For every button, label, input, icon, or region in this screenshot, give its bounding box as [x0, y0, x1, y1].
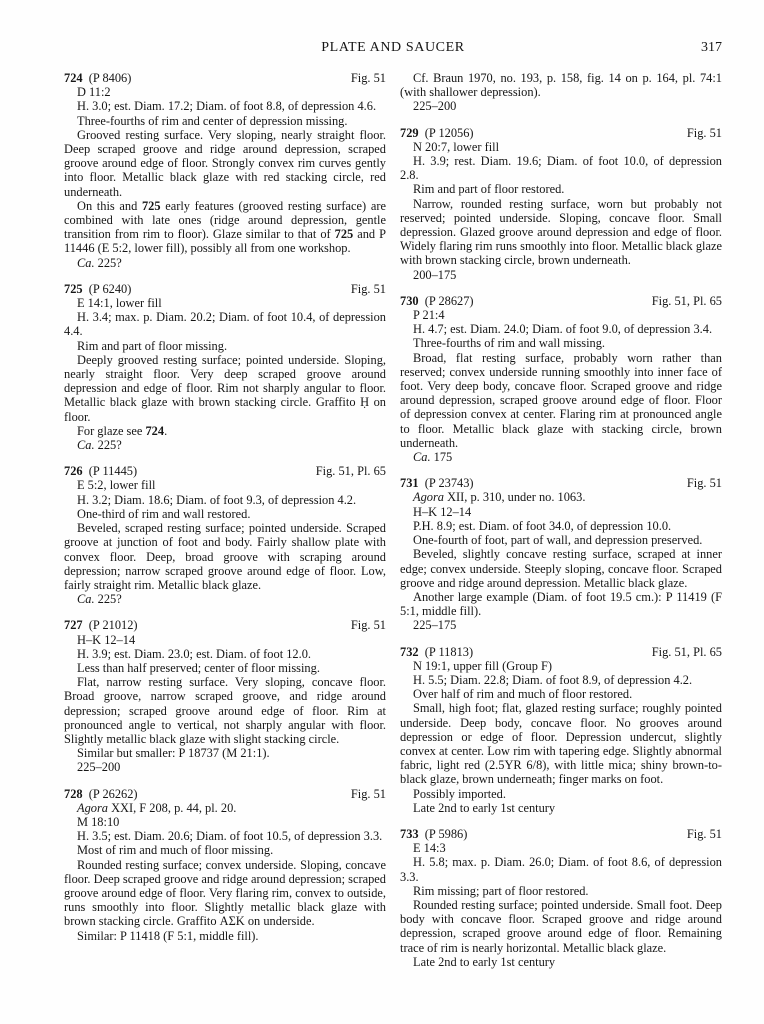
text-segment: N 19:1, upper fill (Group F)	[413, 658, 553, 673]
entry-number: 732	[400, 644, 419, 659]
entry-heading	[400, 645, 722, 659]
entry-paragraph	[64, 85, 386, 99]
inventory-number: (P 8406)	[82, 71, 132, 85]
text-segment: Similar but smaller: P 18737 (M 21:1).	[77, 746, 270, 761]
text-segment: Grooved resting surface. Very sloping, nearly straight floor. Deep scraped groove and ridge around depression, scraped groove around edge of floor. Strongly convex rim curves gently into floor. Metallic black glaze with red stacking circle, red underneath.	[64, 127, 386, 199]
italic-text: Ca.	[413, 450, 431, 465]
entry-paragraph	[64, 675, 386, 746]
entry-paragraph	[400, 308, 722, 322]
entry-id	[64, 464, 137, 478]
italic-text: Ca.	[77, 592, 95, 607]
entry-heading	[400, 126, 722, 140]
entry-paragraph	[64, 929, 386, 943]
text-segment: E 14:1, lower fill	[77, 296, 162, 311]
text-segment: Beveled, slightly concave resting surface, scraped at inner edge; convex underside. Steeply sloping, concave floor. Scraped groove and ridge around depression. Metallic black glaze.	[400, 547, 722, 590]
entry-heading	[64, 464, 386, 478]
entry-paragraph	[400, 787, 722, 801]
text-segment: H–K 12–14	[413, 504, 472, 519]
text-segment: Rim and part of floor missing.	[77, 338, 228, 353]
entry-heading	[64, 618, 386, 632]
entry-paragraph	[64, 114, 386, 128]
catalog-entry	[400, 294, 722, 464]
entry-paragraph	[64, 801, 386, 815]
text-segment: H. 3.0; est. Diam. 17.2; Diam. of foot 8.8, of depression 4.6.	[77, 99, 377, 114]
text-segment: 225–175	[413, 618, 457, 633]
text-segment: D 11:2	[77, 85, 111, 100]
text-segment: E 14:3	[413, 841, 446, 856]
catalog-entry	[64, 71, 386, 270]
entry-paragraph	[400, 505, 722, 519]
entry-id	[400, 827, 467, 841]
entry-id	[400, 476, 474, 490]
inventory-number: (P 12056)	[418, 125, 474, 140]
cross-reference-bold: 724	[145, 423, 165, 438]
entry-number: 730	[400, 293, 419, 308]
entry-heading	[64, 787, 386, 801]
catalog-entry	[64, 787, 386, 943]
entry-paragraph	[64, 353, 386, 424]
inventory-number: (P 26262)	[82, 786, 138, 801]
entry-paragraph	[400, 673, 722, 687]
running-head	[64, 40, 722, 56]
entry-paragraph	[64, 424, 386, 438]
entry-id	[64, 71, 131, 85]
entry-paragraph	[64, 633, 386, 647]
catalog-entry	[64, 464, 386, 606]
text-segment: Rim missing; part of floor restored.	[413, 883, 589, 898]
text-segment: Rounded resting surface; convex underside. Sloping, concave floor. Deep scraped groove and ridge around depression; scraped groove around edge of floor. Very flaring rim, convex to outside, runs smoothly into floor. Slightly metallic black glaze with brown stacking circle. Graffito ΑΣΚ on underside.	[64, 857, 386, 929]
entry-paragraph	[400, 140, 722, 154]
entry-paragraph	[400, 590, 722, 618]
text-segment: H. 5.8; max. p. Diam. 26.0; Diam. of foot 8.6, of depression 3.3.	[400, 855, 722, 884]
text-columns	[64, 71, 722, 981]
catalog-entry	[64, 282, 386, 452]
figure-reference: Fig. 51	[350, 71, 386, 85]
text-segment: Late 2nd to early 1st century	[413, 800, 556, 815]
text-segment: P.H. 8.9; est. Diam. of foot 34.0, of depression 10.0.	[413, 518, 672, 533]
entry-id	[64, 618, 138, 632]
inventory-number: (P 23743)	[418, 476, 474, 491]
text-segment: N 20:7, lower fill	[413, 139, 500, 154]
text-segment: 175	[430, 450, 453, 465]
cross-reference-bold: 725	[141, 198, 161, 213]
entry-id	[400, 645, 473, 659]
text-segment: Less than half preserved; center of floor missing.	[77, 660, 320, 675]
text-segment: XII, p. 310, under no. 1063.	[443, 490, 586, 505]
entry-paragraph	[64, 478, 386, 492]
text-segment: Three-fourths of rim and wall missing.	[413, 336, 606, 351]
entry-paragraph	[400, 687, 722, 701]
entry-number: 727	[64, 618, 83, 633]
entry-paragraph	[400, 533, 722, 547]
left-column	[64, 71, 386, 981]
entry-paragraph	[400, 197, 722, 268]
entry-heading	[64, 71, 386, 85]
inventory-number: (P 6240)	[82, 281, 132, 296]
entry-paragraph	[64, 507, 386, 521]
inventory-number: (P 11813)	[418, 644, 474, 659]
catalog-entry	[400, 645, 722, 815]
entry-paragraph	[400, 547, 722, 590]
text-segment: H. 3.2; Diam. 18.6; Diam. of foot 9.3, of depression 4.2.	[77, 492, 357, 507]
entry-id	[400, 126, 474, 140]
figure-reference: Fig. 51	[350, 786, 386, 801]
entry-continuation	[400, 71, 722, 114]
entry-paragraph	[400, 99, 722, 113]
entry-paragraph	[400, 618, 722, 632]
text-segment: One-fourth of foot, part of wall, and depression preserved.	[413, 533, 703, 548]
entry-paragraph	[400, 841, 722, 855]
entry-number: 725	[64, 281, 83, 296]
text-segment: E 5:2, lower fill	[77, 478, 156, 493]
entry-paragraph	[400, 182, 722, 196]
text-segment: Deeply grooved resting surface; pointed underside. Sloping, nearly straight floor. Very deep scraped groove around depression and edge of floor. Rim not sharply angular to floor. Metallic black glaze with brown stacking circle. Graffito Ḥ on floor.	[64, 352, 386, 424]
entry-id	[400, 294, 474, 308]
entry-number: 733	[400, 826, 419, 841]
text-segment: Possibly imported.	[413, 786, 506, 801]
text-segment: Late 2nd to early 1st century	[413, 954, 556, 969]
text-segment: Three-fourths of rim and center of depression missing.	[77, 113, 348, 128]
entry-paragraph	[400, 322, 722, 336]
italic-text: Ca.	[77, 255, 95, 270]
entry-paragraph	[400, 519, 722, 533]
entry-paragraph	[400, 450, 722, 464]
cross-reference-bold: 725	[334, 227, 354, 242]
inventory-number: (P 11445)	[82, 464, 138, 479]
italic-text: Agora	[413, 490, 444, 505]
text-segment: H. 3.4; max. p. Diam. 20.2; Diam. of foot 10.4, of depression 4.4.	[64, 310, 386, 339]
text-segment: Most of rim and much of floor missing.	[77, 843, 274, 858]
entry-heading	[400, 827, 722, 841]
text-segment: Small, high foot; flat, glazed resting surface; roughly pointed underside. Deep body, concave floor. No grooves around depression or edge of floor. Depression undercut, slightly convex at center. Low rim with tapering edge. Slightly abnormal fabric, light red (2.5YR 6/8), with little mica; shiny brown-to-black glaze, brown underneath; finger marks on foot.	[400, 701, 722, 787]
inventory-number: (P 28627)	[418, 293, 474, 308]
entry-paragraph	[64, 829, 386, 843]
entry-paragraph	[400, 701, 722, 786]
text-segment: H. 5.5; Diam. 22.8; Diam. of foot 8.9, of depression 4.2.	[413, 672, 693, 687]
text-segment: H. 3.9; est. Diam. 23.0; est. Diam. of foot 12.0.	[77, 646, 312, 661]
entry-paragraph	[64, 815, 386, 829]
text-segment: 225?	[94, 592, 122, 607]
entry-paragraph	[64, 339, 386, 353]
page-number: 317	[701, 40, 722, 55]
entry-paragraph	[64, 661, 386, 675]
text-segment: and P 11446 (E 5:2, lower fill), possibly all from one workshop.	[64, 227, 386, 256]
text-segment: H–K 12–14	[77, 632, 136, 647]
entry-paragraph	[400, 71, 722, 99]
text-segment: 225?	[94, 438, 122, 453]
entry-paragraph	[400, 955, 722, 969]
text-segment: 225?	[94, 255, 122, 270]
text-segment: Rim and part of floor restored.	[413, 182, 565, 197]
text-segment: M 18:10	[77, 814, 120, 829]
inventory-number: (P 21012)	[82, 618, 138, 633]
entry-paragraph	[400, 884, 722, 898]
text-segment: For glaze see	[77, 423, 146, 438]
text-segment: early features (grooved resting surface) are combined with late ones (ridge around depression, gentle transition from rim to floor). Glaze similar to that of	[64, 198, 386, 242]
entry-paragraph	[64, 746, 386, 760]
entry-paragraph	[64, 99, 386, 113]
entry-paragraph	[400, 336, 722, 350]
figure-reference: Fig. 51	[350, 281, 386, 296]
entry-paragraph	[64, 199, 386, 256]
entry-paragraph	[400, 898, 722, 955]
entry-paragraph	[64, 760, 386, 774]
entry-heading	[400, 294, 722, 308]
entry-paragraph	[64, 296, 386, 310]
figure-reference: Fig. 51, Pl. 65	[651, 644, 722, 659]
text-segment: Narrow, rounded resting surface, worn but probably not reserved; pointed underside. Sloping, concave floor. Small depression. Glazed groove around depression and edge of floor. Widely flaring rim runs smoothly into floor. Metallic black glaze with brown stacking circle, brown underneath.	[400, 196, 722, 268]
text-segment: 225–200	[413, 99, 457, 114]
text-segment: P 21:4	[413, 308, 445, 323]
text-segment: 225–200	[77, 760, 121, 775]
text-segment: 200–175	[413, 267, 457, 282]
entry-id	[64, 787, 138, 801]
entry-paragraph	[400, 154, 722, 182]
entry-paragraph	[64, 438, 386, 452]
figure-reference: Fig. 51, Pl. 65	[315, 464, 386, 479]
figure-reference: Fig. 51, Pl. 65	[651, 293, 722, 308]
entry-paragraph	[400, 801, 722, 815]
entry-id	[64, 282, 131, 296]
entry-number: 731	[400, 476, 419, 491]
entry-paragraph	[400, 490, 722, 504]
catalog-entry	[400, 827, 722, 969]
entry-paragraph	[400, 351, 722, 450]
entry-paragraph	[64, 592, 386, 606]
entry-paragraph	[64, 256, 386, 270]
entry-number: 724	[64, 71, 83, 85]
entry-paragraph	[64, 310, 386, 338]
text-segment: Similar: P 11418 (F 5:1, middle fill).	[77, 928, 259, 943]
text-segment: One-third of rim and wall restored.	[77, 506, 251, 521]
entry-paragraph	[64, 521, 386, 592]
text-segment: Another large example (Diam. of foot 19.5 cm.): P 11419 (F 5:1, middle fill).	[400, 589, 722, 619]
inventory-number: (P 5986)	[418, 826, 468, 841]
entry-paragraph	[64, 493, 386, 507]
text-segment: .	[164, 423, 168, 438]
entry-heading	[64, 282, 386, 296]
figure-reference: Fig. 51	[686, 476, 722, 491]
entry-paragraph	[400, 855, 722, 883]
page-title: PLATE AND SAUCER	[321, 40, 465, 55]
text-segment: H. 3.9; rest. Diam. 19.6; Diam. of foot 10.0, of depression 2.8.	[400, 154, 722, 183]
entry-paragraph	[64, 128, 386, 199]
text-segment: On this and	[77, 198, 142, 213]
italic-text: Ca.	[77, 438, 95, 453]
entry-number: 728	[64, 786, 83, 801]
text-segment: Rounded resting surface; pointed underside. Small foot. Deep body with concave floor. Scraped groove and ridge around depression, scraped groove around edge of floor. Remaining trace of rim is nearly horizontal. Metallic black glaze.	[400, 897, 722, 955]
catalog-entry	[400, 126, 722, 282]
text-segment: Cf. Braun 1970, no. 193, p. 158, fig. 14 on p. 164, pl. 74:1 (with shallower depression).	[400, 71, 722, 100]
text-segment: Broad, flat resting surface, probably worn rather than reserved; convex underside running smoothly into inner face of foot. Very deep body, concave floor. Scraped groove and ridge around depression, scraped groove around edge of floor. Floor of depression convex at center. Flaring rim at pronounced angle to floor. Metallic black glaze with stacking circle, brown underneath.	[400, 350, 722, 450]
entry-paragraph	[400, 268, 722, 282]
figure-reference: Fig. 51	[686, 826, 722, 841]
catalog-entry	[400, 476, 722, 632]
entry-heading	[400, 476, 722, 490]
text-segment: Over half of rim and much of floor restored.	[413, 687, 633, 702]
entry-paragraph	[64, 858, 386, 929]
text-segment: H. 4.7; est. Diam. 24.0; Diam. of foot 9.0, of depression 3.4.	[413, 322, 713, 337]
italic-text: Agora	[77, 800, 108, 815]
right-column	[400, 71, 722, 981]
text-segment: Beveled, scraped resting surface; pointed underside. Scraped groove at junction of foot and body. Fairly shallow plate with convex floor. Deep, broad groove with scraping around depression; narrow scraped groove around edge of floor. Low, fairly straight rim. Metallic black glaze.	[64, 521, 386, 592]
entry-paragraph	[400, 659, 722, 673]
entry-paragraph	[64, 843, 386, 857]
text-segment: XXI, F 208, p. 44, pl. 20.	[107, 800, 237, 815]
text-segment: H. 3.5; est. Diam. 20.6; Diam. of foot 10.5, of depression 3.3.	[77, 829, 383, 844]
figure-reference: Fig. 51	[350, 618, 386, 633]
figure-reference: Fig. 51	[686, 125, 722, 140]
catalog-entry	[64, 618, 386, 774]
entry-paragraph	[64, 647, 386, 661]
text-segment: Flat, narrow resting surface. Very sloping, concave floor. Broad groove, narrow scraped groove, and ridge around depression; scraped groove around edge of floor. Rim at pronounced angle to vertical, not sharply angular with floor. Slightly metallic black glaze with slight stacking circle.	[64, 675, 386, 746]
entry-number: 726	[64, 464, 83, 479]
entry-number: 729	[400, 125, 419, 140]
